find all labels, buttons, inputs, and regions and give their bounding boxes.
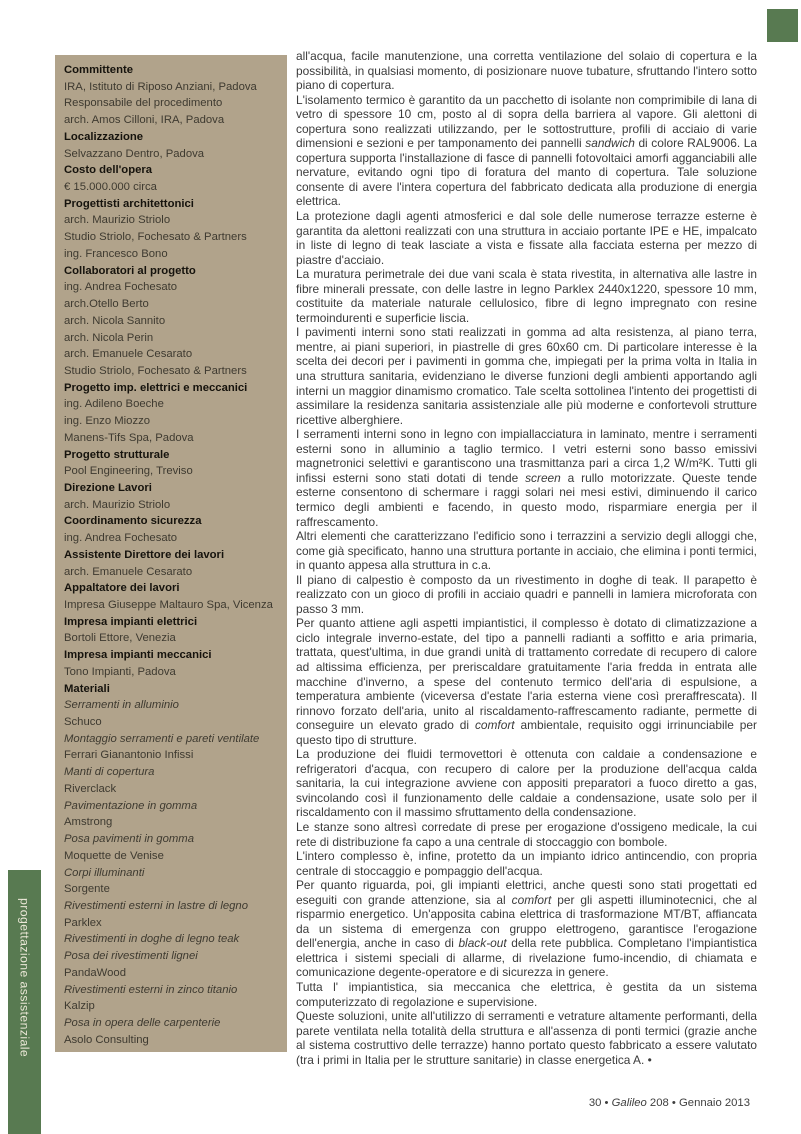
article-paragraph bbox=[296, 747, 757, 820]
sidebar-line: Schuco bbox=[64, 716, 102, 729]
article-paragraph bbox=[296, 849, 757, 878]
sidebar-line: Collaboratori al progetto bbox=[64, 264, 196, 277]
sidebar-line: Localizzazione bbox=[64, 130, 144, 143]
article-paragraph bbox=[296, 820, 757, 849]
sidebar-line: Moquette de Venise bbox=[64, 849, 164, 862]
sidebar-line: Tono Impianti, Padova bbox=[64, 665, 176, 678]
page-footer bbox=[589, 1097, 750, 1109]
sidebar-line: € 15.000.000 circa bbox=[64, 181, 157, 194]
sidebar-line: Rivestimenti esterni in lastre di legno bbox=[64, 899, 248, 912]
sidebar-line: Appaltatore dei lavori bbox=[64, 582, 180, 595]
sidebar-line: Kalzip bbox=[64, 1000, 95, 1013]
body-text: Le stanze sono altresì corredate di prese per erogazione d'ossigeno medicale, la cui rete di distribuzione fa capo a una centrale di stoccaggio con bombole. bbox=[296, 819, 757, 849]
sidebar-line: Coordinamento sicurezza bbox=[64, 515, 202, 528]
sidebar-line: Progetto imp. elettrici e meccanici bbox=[64, 381, 248, 394]
article-paragraph bbox=[296, 93, 757, 209]
italic-text: screen bbox=[525, 470, 561, 485]
body-text: Altri elementi che caratterizzano l'edificio sono i terrazzini a servizio degli alloggi che, come già specificato, hanno una struttura portante in acciaio, che elimina i ponti termici, in quanto appesa alla struttura in c.a. bbox=[296, 529, 757, 573]
sidebar-line: Pavimentazione in gomma bbox=[64, 799, 198, 812]
sidebar-line: IRA, Istituto di Riposo Anziani, Padova bbox=[64, 80, 257, 93]
sidebar-line: Costo dell'opera bbox=[64, 164, 153, 177]
sidebar-line: ing. Francesco Bono bbox=[64, 247, 168, 260]
sidebar-line: ing. Enzo Miozzo bbox=[64, 415, 151, 428]
sidebar-line: arch. Amos Cilloni, IRA, Padova bbox=[64, 114, 225, 127]
body-text: La muratura perimetrale dei due vani scala è stata rivestita, in alternativa alle lastre in fibre minerali pressate, con delle lastre in legno Parklex 2440x1220, spessore 10 mm, costituite da materiale naturale cellulosico, fibre di legno impregnato con resine termoindurenti e superficie liscia. bbox=[296, 267, 757, 325]
italic-text: comfort bbox=[474, 718, 515, 733]
body-text: Queste soluzioni, unite all'utilizzo di serramenti e vetrature altamente performanti, della parete ventilata nella totalità della struttura e all'assenza di ponti termici (grazie anche al sistema costruttivo delle terrazze) hanno portato questo fabbricato a essere valutato (tra i primi in Italia per le strutture sanitarie) in classe energetica A. • bbox=[296, 1009, 757, 1067]
section-color-marker bbox=[767, 9, 798, 42]
article-paragraph bbox=[296, 529, 757, 573]
sidebar-line: Montaggio serramenti e pareti ventilate bbox=[64, 732, 260, 745]
sidebar-line: Bortoli Ettore, Venezia bbox=[64, 632, 176, 645]
article-paragraph bbox=[296, 980, 757, 1009]
section-tab-label: progettazione assistenziale bbox=[17, 898, 32, 1058]
italic-text: comfort bbox=[511, 892, 552, 907]
sidebar-line: Posa pavimenti in gomma bbox=[64, 833, 194, 846]
footer-text: 30 • bbox=[588, 1097, 612, 1109]
sidebar-line: Progetto strutturale bbox=[64, 448, 170, 461]
sidebar-line: Rivestimenti esterni in zinco titanio bbox=[64, 983, 238, 996]
section-tab bbox=[8, 870, 41, 1134]
body-text: L'intero complesso è, infine, protetto da un impianto idrico antincendio, con propria centrale di stoccaggio e pompaggio dell'acqua. bbox=[296, 849, 757, 878]
sidebar-line: Materiali bbox=[64, 682, 110, 695]
sidebar-line: Committente bbox=[64, 64, 134, 76]
sidebar-line: Corpi illuminanti bbox=[64, 866, 145, 879]
sidebar-line: arch. Maurizio Striolo bbox=[64, 498, 171, 511]
article-paragraph bbox=[296, 267, 757, 325]
sidebar-line: arch. Maurizio Striolo bbox=[64, 214, 171, 227]
sidebar-line: Riverclack bbox=[64, 782, 117, 795]
footer-text: 208 • Gennaio 2013 bbox=[646, 1097, 750, 1109]
sidebar-line: Ferrari Gianantonio Infissi bbox=[64, 749, 194, 762]
sidebar-line: Manens-Tifs Spa, Padova bbox=[64, 431, 194, 444]
sidebar-line: Serramenti in alluminio bbox=[64, 699, 179, 712]
sidebar-line: arch. Nicola Perin bbox=[64, 331, 154, 344]
body-text: I pavimenti interni sono stati realizzati in gomma ad alta resistenza, al piano terra, mentre, ai piani superiori, in piastrelle di gres 60x60 cm. Di particolare interesse è la scelta dei decori per i pavimenti in gomma che, impiegati per la prima volta in Italia in una struttura sanitaria, evidenziano le diverse funzioni degli ambienti apportando agli interni un maggior dinamismo cromatico. Tale scelta sottolinea l'intento dei progettisti di assimilare la residenza sanitaria assistenziale alle più moderne e confortevoli strutture ricettive alberghiere. bbox=[296, 325, 757, 427]
sidebar-line: ing. Adileno Boeche bbox=[64, 398, 164, 411]
sidebar-line: Direzione Lavori bbox=[64, 481, 152, 494]
body-text: I serramenti interni sono in legno con impiallacciatura in laminato, mentre i serramenti esterni sono in alluminio a taglio termico. I vetri esterni sono basso emissivi magnetronici selettivi e garantiscono una trasmittanza pari a circa 1,2 W/m²K. Tutti gli infissi esterni sono stati dotati di tende bbox=[296, 427, 757, 485]
body-text: La produzione dei fluidi termovettori è ottenuta con caldaie a condensazione e refrigeratori d'acqua, con recupero di calore per la produzione dell'acqua calda sanitaria, la cui integrazione avviene con appositi preparatori a fuoco diretto a gas, svincolando così il funzionamento delle caldaie a condensazione, usate solo per il riscaldamento con il massimo sfruttamento della condensazione. bbox=[296, 747, 757, 820]
italic-text: sandwich bbox=[585, 136, 635, 151]
sidebar-line: Progettisti architettonici bbox=[64, 197, 194, 210]
sidebar-line: Amstrong bbox=[64, 816, 113, 829]
sidebar-line: PandaWood bbox=[64, 966, 126, 979]
sidebar-line: arch. Nicola Sannito bbox=[64, 314, 166, 327]
sidebar-line: Sorgente bbox=[64, 883, 110, 896]
sidebar-line: Impresa Giuseppe Maltauro Spa, Vicenza bbox=[64, 599, 273, 611]
sidebar-line: Studio Striolo, Fochesato & Partners bbox=[64, 364, 247, 377]
sidebar-line: Impresa impianti meccanici bbox=[64, 649, 212, 662]
sidebar-line: Manti di copertura bbox=[64, 766, 155, 779]
sidebar-line: Posa dei rivestimenti lignei bbox=[64, 950, 198, 963]
sidebar-line: Studio Striolo, Fochesato & Partners bbox=[64, 231, 247, 244]
sidebar-line: Responsabile del procedimento bbox=[64, 97, 223, 110]
article-paragraph bbox=[296, 878, 757, 980]
sidebar-line: arch. Emanuele Cesarato bbox=[64, 348, 193, 361]
sidebar-line: Assistente Direttore dei lavori bbox=[64, 548, 225, 561]
body-text: di colore RAL9006. La copertura supporta l'installazione di fasce di pannelli fotovoltaici amorfi agganciabili alle nervature, evitando ogni tipo di foratura del manto di copertura. Tale soluzione consente di avere l'intera copertura del fabbricato dedicata alla produzione di energia elettrica. bbox=[296, 136, 758, 209]
sidebar-line: ing. Andrea Fochesato bbox=[64, 281, 178, 294]
body-text: Tutta l' impiantistica, sia meccanica che elettrica, è gestita da un sistema computerizzato di regolazione e supervisione. bbox=[296, 980, 757, 1009]
sidebar-line: Rivestimenti in doghe di legno teak bbox=[64, 933, 240, 946]
body-text: Per quanto attiene agli aspetti impiantistici, il complesso è dotato di climatizzazione a ciclo integrale inverno-estate, del tipo a pannelli radianti a soffitto e aria primaria, trattata, quest'ultima, in due grandi unità di trattamento corredate di recupero di calore ad altissima efficienza, per preriscaldare gratuitamente l'aria fredda in entrata alle macchine d'inverno, a spese del contenuto termico dell'aria di espulsione, a temperatura ambiente (viceversa d'estate l'aria esterna viene così preraffrescata). Il rinnovo forzato dell'aria, unito al riscaldamento-raffrescamento radiante, permette di conseguire un elevato grado di bbox=[296, 616, 757, 733]
sidebar-line: Selvazzano Dentro, Padova bbox=[64, 147, 205, 160]
body-text: ambientale, requisito oggi irrinunciabile per questo tipo di strutture. bbox=[296, 718, 757, 747]
sidebar-line: Pool Engineering, Treviso bbox=[64, 465, 193, 478]
body-text: a rullo motorizzate. Queste tende esterne consentono di schermare i raggi solari nei mesi estivi, diminuendo il carico termico degli ambienti e facendo, in questo modo, risparmiare energia per il raffrescamento. bbox=[296, 470, 757, 529]
sidebar-line: Impresa impianti elettrici bbox=[64, 615, 198, 628]
sidebar-line: Posa in opera delle carpenterie bbox=[64, 1016, 221, 1029]
body-text: per gli aspetti illuminotecnici, che al risparmio energetico. Un'apposita cabina elettrica di trasformazione MT/BT, affiancata da un sistema di emergenza con gruppo elettrogeno, garantisce l'erogazione dell'energia, anche in caso di bbox=[296, 892, 757, 951]
magazine-name: Galileo bbox=[611, 1097, 647, 1109]
italic-text: black-out bbox=[458, 936, 507, 951]
body-text: Per quanto riguarda, poi, gli impianti elettrici, anche questi sono stati progettati ed eseguiti con grande attenzione, sia al bbox=[296, 878, 757, 907]
credits-sidebar bbox=[55, 55, 287, 1052]
article-paragraph bbox=[296, 616, 757, 747]
article-paragraph bbox=[296, 325, 757, 427]
article-paragraph bbox=[296, 1009, 757, 1067]
body-text: della rete pubblica. Completano l'impiantistica elettrica i sistemi speciali di allarme, di rivelazione fumo-incendio, di chiamata e comunicazione degente-operatore e di sicurezza in genere. bbox=[296, 936, 757, 980]
sidebar-line: ing. Andrea Fochesato bbox=[64, 532, 178, 545]
body-text: La protezione dagli agenti atmosferici e dal sole delle numerose terrazze esterne è garantita da alettoni realizzati con una struttura in acciaio portante IPE e HE, impalcato in liste di legno di teak lasciate a vista e fissate alla facciata esterna per mezzo di piastre d'acciaio. bbox=[296, 209, 757, 267]
body-text: L'isolamento termico è garantito da un pacchetto di isolante non comprimibile di lana di vetro di spessore 10 cm, posto al di sopra della barriera al vapore. Gli alettoni di copertura sono realizzati utilizzando, per le sottostrutture, profili di acciaio di varie dimensioni e sezioni e per tamponamento dei pannelli bbox=[296, 92, 757, 151]
sidebar-line: arch. Emanuele Cesarato bbox=[64, 565, 193, 578]
article-paragraph bbox=[296, 49, 757, 93]
body-text: all'acqua, facile manutenzione, una corretta ventilazione del solaio di copertura e la possibilità, in qualsiasi momento, di posizionare nuove tubature, sfruttando l'intero sotto piano di copertura. bbox=[296, 49, 757, 93]
sidebar-line: arch.Otello Berto bbox=[64, 298, 149, 311]
body-text: Il piano di calpestio è composto da un rivestimento in doghe di teak. Il parapetto è realizzato con un gioco di profili in acciaio quadri e pannelli in lamiera microforata con passo 3 mm. bbox=[296, 572, 757, 616]
article-paragraph bbox=[296, 427, 757, 529]
sidebar-line: Asolo Consulting bbox=[64, 1033, 149, 1046]
sidebar-line: Parklex bbox=[64, 916, 102, 929]
article-paragraph bbox=[296, 573, 757, 617]
article-paragraph bbox=[296, 209, 757, 267]
article-text-column bbox=[296, 49, 757, 1067]
